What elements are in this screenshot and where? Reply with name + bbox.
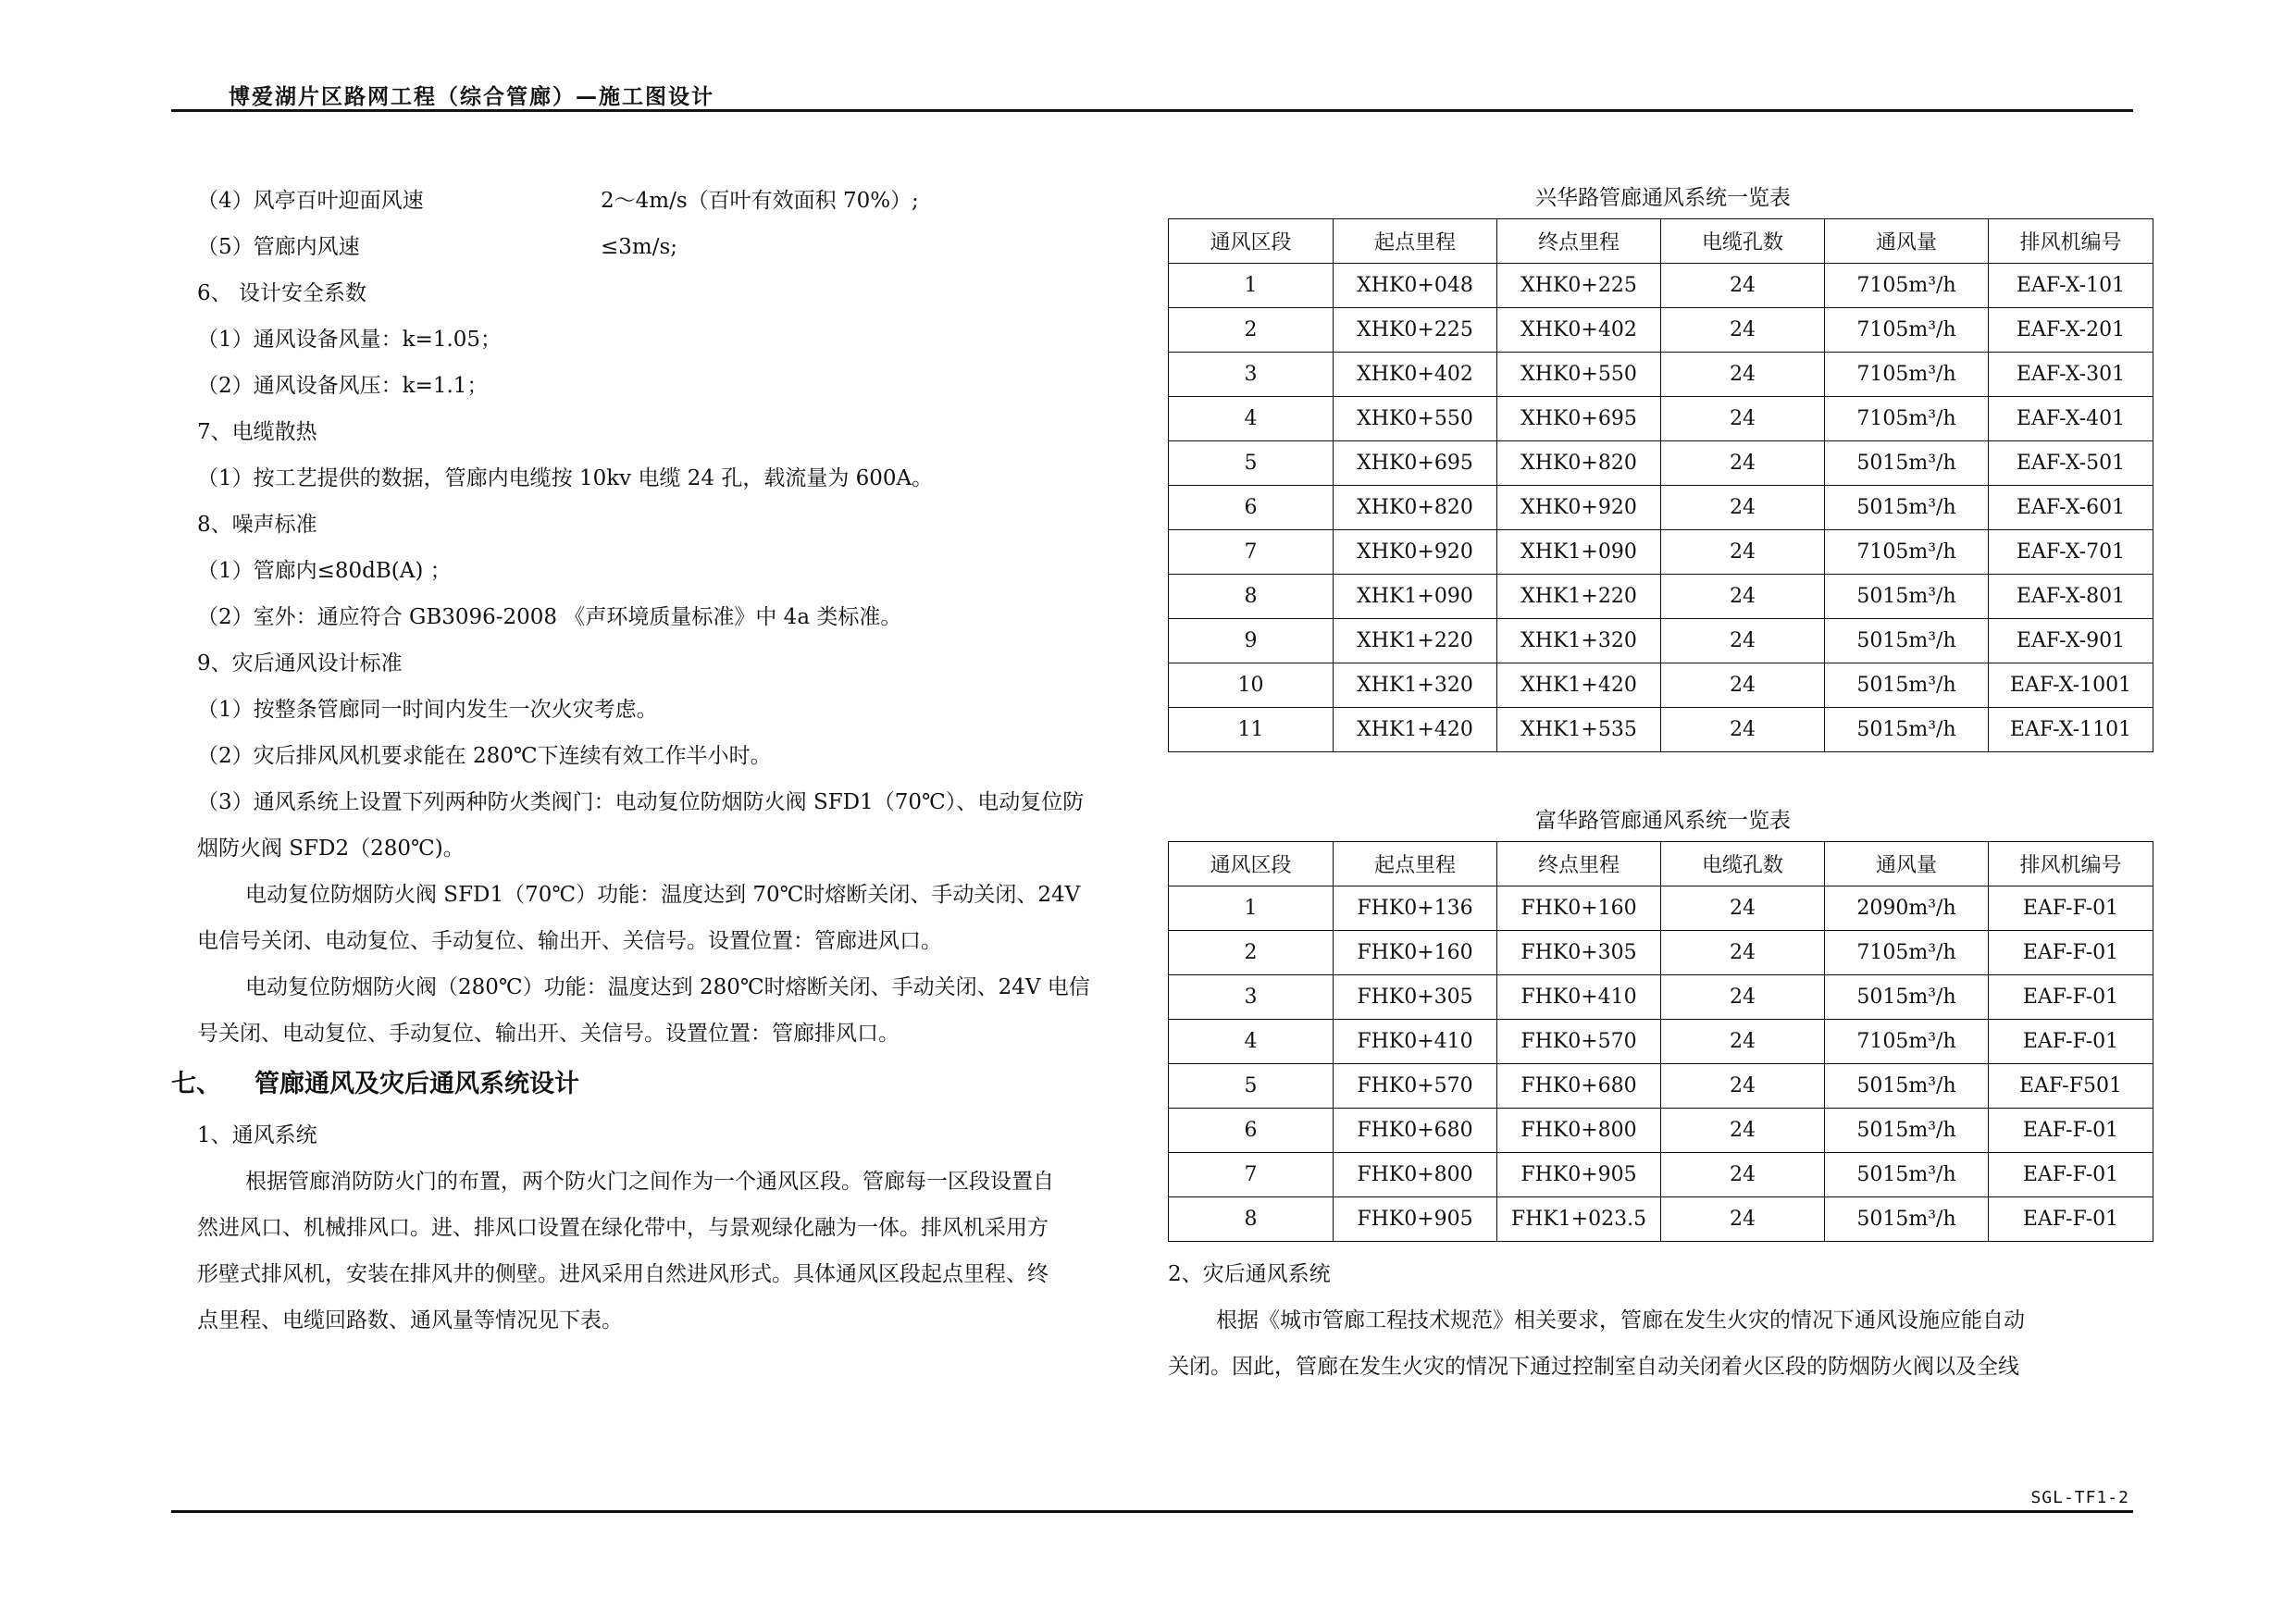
table-row — [1169, 441, 2153, 486]
section-number: 七、 — [171, 1070, 221, 1098]
text-line: 然进风口、机械排风口。进、排风口设置在绿化带中，与景观绿化融为一体。排风机采用方 — [197, 1216, 1049, 1240]
table-cell: 7105m³/h — [1825, 530, 1989, 575]
table-cell: 5015m³/h — [1825, 975, 1989, 1020]
param-value: 2～4m/s（百叶有效面积 70%）; — [601, 189, 919, 213]
table-row — [1169, 619, 2153, 663]
table-cell: XHK1+320 — [1334, 663, 1497, 708]
table-cell: 24 — [1661, 619, 1825, 663]
table-cell: 24 — [1661, 441, 1825, 486]
text-line: 关闭。因此，管廊在发生火灾的情况下通过控制室自动关闭着火区段的防烟防火阀以及全线 — [1168, 1355, 2019, 1379]
text-line: 形壁式排风机，安装在排风井的侧壁。进风采用自然进风形式。具体通风区段起点里程、终 — [197, 1262, 1049, 1286]
table-row — [1169, 1109, 2153, 1153]
table-cell: 24 — [1661, 931, 1825, 975]
text-line: （3）通风系统上设置下列两种防火类阀门：电动复位防烟防火阀 SFD1（70℃）、电动复位防 — [197, 790, 1085, 814]
table-cell: EAF-X-601 — [1989, 486, 2153, 530]
fuhua-ventilation-table — [1168, 841, 2153, 1242]
table-cell: 7105m³/h — [1825, 353, 1989, 397]
table-cell: XHK0+048 — [1334, 264, 1497, 308]
table-row — [1169, 1197, 2153, 1242]
table-cell: XHK0+550 — [1334, 397, 1497, 441]
table-cell: XHK0+695 — [1497, 397, 1661, 441]
text-line: 电动复位防烟防火阀 SFD1（70℃）功能：温度达到 70℃时熔断关闭、手动关闭、24V — [245, 883, 1081, 907]
table-row — [1169, 575, 2153, 619]
table-row — [1169, 931, 2153, 975]
table-cell: 5015m³/h — [1825, 1153, 1989, 1197]
table-cell: 24 — [1661, 575, 1825, 619]
text-line: 6、 设计安全系数 — [197, 281, 366, 305]
table-cell: 5015m³/h — [1825, 575, 1989, 619]
table-cell: 5015m³/h — [1825, 1197, 1989, 1242]
table-cell: EAF-F-01 — [1989, 886, 2153, 931]
table-cell: FHK0+136 — [1334, 886, 1497, 931]
table-cell: 5015m³/h — [1825, 619, 1989, 663]
table-cell: XHK1+220 — [1497, 575, 1661, 619]
table-cell: FHK0+305 — [1334, 975, 1497, 1020]
text-line: （1）按工艺提供的数据，管廊内电缆按 10kv 电缆 24 孔，载流量为 600A。 — [197, 466, 934, 490]
post-disaster-ventilation-text — [1168, 1251, 2158, 1390]
param-line — [197, 224, 1141, 270]
table-cell: EAF-F-01 — [1989, 1020, 2153, 1064]
table-cell: EAF-X-301 — [1989, 353, 2153, 397]
table-cell: 1 — [1169, 886, 1334, 931]
table-cell: 24 — [1661, 486, 1825, 530]
table-row — [1169, 530, 2153, 575]
text-line: 点里程、电缆回路数、通风量等情况见下表。 — [197, 1308, 623, 1333]
text-line: 根据《城市管廊工程技术规范》相关要求，管廊在发生火灾的情况下通风设施应能自动 — [1216, 1308, 2025, 1333]
table-cell: FHK0+305 — [1497, 931, 1661, 975]
table-cell: 6 — [1169, 1109, 1334, 1153]
column-header: 电缆孔数 — [1661, 842, 1825, 886]
document-header-title: 博爱湖片区路网工程（综合管廊）—施工图设计 — [229, 85, 714, 109]
table-cell: 5015m³/h — [1825, 663, 1989, 708]
right-column — [1168, 178, 2158, 1390]
table-cell: EAF-X-201 — [1989, 308, 2153, 353]
header-rule — [171, 109, 2133, 112]
table-cell: FHK0+905 — [1334, 1197, 1497, 1242]
table-cell: 24 — [1661, 975, 1825, 1020]
table-row — [1169, 1153, 2153, 1197]
table-cell: EAF-F501 — [1989, 1064, 2153, 1109]
table-cell: EAF-X-401 — [1989, 397, 2153, 441]
text-line: 电动复位防烟防火阀（280℃）功能：温度达到 280℃时熔断关闭、手动关闭、24V 电信 — [245, 975, 1090, 999]
table-cell: 5 — [1169, 441, 1334, 486]
table-cell: FHK0+680 — [1497, 1064, 1661, 1109]
table-cell: XHK0+820 — [1334, 486, 1497, 530]
table-cell: FHK0+680 — [1334, 1109, 1497, 1153]
column-header: 通风区段 — [1169, 219, 1334, 264]
text-line: 7、电缆散热 — [197, 420, 317, 444]
table-cell: 4 — [1169, 397, 1334, 441]
table-cell: 5015m³/h — [1825, 1109, 1989, 1153]
table-cell: XHK1+090 — [1334, 575, 1497, 619]
table-cell: XHK0+920 — [1334, 530, 1497, 575]
ventilation-system-text — [197, 1112, 1141, 1344]
text-line: 2、灾后通风系统 — [1168, 1262, 1331, 1286]
table-cell: XHK0+402 — [1497, 308, 1661, 353]
param-key: （5）管廊内风速 — [197, 235, 360, 259]
table-row — [1169, 397, 2153, 441]
table-row — [1169, 975, 2153, 1020]
table-cell: 5015m³/h — [1825, 1064, 1989, 1109]
table-cell: 24 — [1661, 353, 1825, 397]
table-cell: 24 — [1661, 1197, 1825, 1242]
table-cell: FHK0+160 — [1334, 931, 1497, 975]
table-cell: 24 — [1661, 530, 1825, 575]
table-cell: 7105m³/h — [1825, 931, 1989, 975]
table-cell: XHK0+225 — [1334, 308, 1497, 353]
table-cell: FHK0+570 — [1334, 1064, 1497, 1109]
table-cell: 5015m³/h — [1825, 708, 1989, 752]
table-cell: 10 — [1169, 663, 1334, 708]
table-cell: 8 — [1169, 575, 1334, 619]
table-cell: XHK1+535 — [1497, 708, 1661, 752]
xinghua-ventilation-table — [1168, 218, 2153, 752]
table-cell: EAF-X-101 — [1989, 264, 2153, 308]
table-cell: EAF-X-501 — [1989, 441, 2153, 486]
table-cell: FHK0+800 — [1497, 1109, 1661, 1153]
xinghua-table-title: 兴华路管廊通风系统一览表 — [1535, 186, 1791, 210]
table-cell: 7105m³/h — [1825, 264, 1989, 308]
table-cell: 7105m³/h — [1825, 1020, 1989, 1064]
column-header: 终点里程 — [1497, 219, 1661, 264]
text-line: （1）按整条管廊同一时间内发生一次火灾考虑。 — [197, 698, 658, 722]
text-line: 9、灾后通风设计标准 — [197, 651, 403, 676]
section-heading — [171, 1057, 1141, 1112]
table-cell: 24 — [1661, 663, 1825, 708]
table-row — [1169, 663, 2153, 708]
table-cell: 5015m³/h — [1825, 441, 1989, 486]
param-value: ≤3m/s; — [601, 235, 678, 259]
text-line: （1）通风设备风量：k=1.05； — [197, 328, 503, 352]
fuhua-table-title: 富华路管廊通风系统一览表 — [1535, 809, 1791, 833]
column-header: 起点里程 — [1334, 842, 1497, 886]
table-cell: 3 — [1169, 353, 1334, 397]
table-cell: EAF-F-01 — [1989, 1109, 2153, 1153]
table-row — [1169, 1020, 2153, 1064]
ventilation-params — [197, 178, 1141, 270]
table-cell: EAF-F-01 — [1989, 931, 2153, 975]
table-cell: 7 — [1169, 530, 1334, 575]
table-cell: XHK0+695 — [1334, 441, 1497, 486]
table-cell: 7 — [1169, 1153, 1334, 1197]
text-line: 烟防火阀 SFD2（280℃)。 — [197, 837, 465, 861]
text-line: 1、通风系统 — [197, 1123, 317, 1147]
table-cell: 9 — [1169, 619, 1334, 663]
table-cell: 24 — [1661, 1064, 1825, 1109]
table-cell: FHK0+905 — [1497, 1153, 1661, 1197]
table-row — [1169, 308, 2153, 353]
table-cell: XHK0+402 — [1334, 353, 1497, 397]
table-cell: FHK0+410 — [1334, 1020, 1497, 1064]
table-row — [1169, 1064, 2153, 1109]
text-line: 电信号关闭、电动复位、手动复位、输出开、关信号。设置位置：管廊进风口。 — [197, 929, 942, 953]
table-row — [1169, 708, 2153, 752]
text-line: （2）通风设备风压：k=1.1； — [197, 374, 489, 398]
table-cell: 24 — [1661, 1109, 1825, 1153]
table-cell: 7105m³/h — [1825, 397, 1989, 441]
table-cell: EAF-X-801 — [1989, 575, 2153, 619]
column-header: 排风机编号 — [1989, 219, 2153, 264]
section-title: 管廊通风及灾后通风系统设计 — [254, 1070, 579, 1098]
table-cell: XHK1+090 — [1497, 530, 1661, 575]
table-cell: EAF-X-901 — [1989, 619, 2153, 663]
table-cell: FHK0+800 — [1334, 1153, 1497, 1197]
footer-rule — [171, 1510, 2133, 1513]
table-cell: XHK0+820 — [1497, 441, 1661, 486]
table-cell: 8 — [1169, 1197, 1334, 1242]
table-cell: 11 — [1169, 708, 1334, 752]
table-cell: FHK1+023.5 — [1497, 1197, 1661, 1242]
column-header: 排风机编号 — [1989, 842, 2153, 886]
table-cell: XHK1+420 — [1334, 708, 1497, 752]
column-header: 通风量 — [1825, 842, 1989, 886]
param-key: （4）风亭百叶迎面风速 — [197, 189, 424, 213]
table-cell: EAF-X-701 — [1989, 530, 2153, 575]
table-cell: 1 — [1169, 264, 1334, 308]
table-cell: 24 — [1661, 308, 1825, 353]
table-row — [1169, 486, 2153, 530]
table-row — [1169, 886, 2153, 931]
table-cell: 5015m³/h — [1825, 486, 1989, 530]
table-cell: 7105m³/h — [1825, 308, 1989, 353]
table-cell: XHK1+320 — [1497, 619, 1661, 663]
left-column — [171, 178, 1141, 1344]
param-line — [197, 178, 1141, 224]
table-cell: 24 — [1661, 708, 1825, 752]
table-cell: 3 — [1169, 975, 1334, 1020]
column-header: 终点里程 — [1497, 842, 1661, 886]
text-line: 号关闭、电动复位、手动复位、输出开、关信号。设置位置：管廊排风口。 — [197, 1022, 900, 1046]
column-header: 通风量 — [1825, 219, 1989, 264]
table-cell: 24 — [1661, 1020, 1825, 1064]
column-header: 电缆孔数 — [1661, 219, 1825, 264]
column-header: 起点里程 — [1334, 219, 1497, 264]
table-cell: 2090m³/h — [1825, 886, 1989, 931]
text-line: （1）管廊内≤80dB(A) ； — [197, 559, 452, 583]
table-cell: EAF-F-01 — [1989, 1197, 2153, 1242]
table-cell: FHK0+570 — [1497, 1020, 1661, 1064]
table-cell: EAF-X-1101 — [1989, 708, 2153, 752]
table-row — [1169, 264, 2153, 308]
table-cell: XHK0+550 — [1497, 353, 1661, 397]
drawing-code: SGL-TF1-2 — [2030, 1488, 2129, 1507]
design-standards-text — [197, 270, 1141, 1057]
table-cell: FHK0+160 — [1497, 886, 1661, 931]
table-cell: 24 — [1661, 1153, 1825, 1197]
table-cell: XHK0+225 — [1497, 264, 1661, 308]
table-cell: 2 — [1169, 931, 1334, 975]
text-line: 8、噪声标准 — [197, 513, 317, 537]
table-cell: XHK1+420 — [1497, 663, 1661, 708]
table-cell: 2 — [1169, 308, 1334, 353]
text-line: （2）室外：通应符合 GB3096-2008 《声环境质量标准》中 4a 类标准。 — [197, 605, 902, 629]
table-cell: EAF-F-01 — [1989, 975, 2153, 1020]
table-cell: 4 — [1169, 1020, 1334, 1064]
table-cell: EAF-F-01 — [1989, 1153, 2153, 1197]
table-cell: EAF-X-1001 — [1989, 663, 2153, 708]
column-header: 通风区段 — [1169, 842, 1334, 886]
table-cell: 24 — [1661, 264, 1825, 308]
table-cell: FHK0+410 — [1497, 975, 1661, 1020]
text-line: 根据管廊消防防火门的布置，两个防火门之间作为一个通风区段。管廊每一区段设置自 — [245, 1170, 1054, 1194]
table-cell: 5 — [1169, 1064, 1334, 1109]
text-line: （2）灾后排风风机要求能在 280℃下连续有效工作半小时。 — [197, 744, 772, 768]
table-cell: XHK0+920 — [1497, 486, 1661, 530]
table-row — [1169, 353, 2153, 397]
table-cell: XHK1+220 — [1334, 619, 1497, 663]
table-cell: 24 — [1661, 397, 1825, 441]
table-cell: 24 — [1661, 886, 1825, 931]
table-cell: 6 — [1169, 486, 1334, 530]
